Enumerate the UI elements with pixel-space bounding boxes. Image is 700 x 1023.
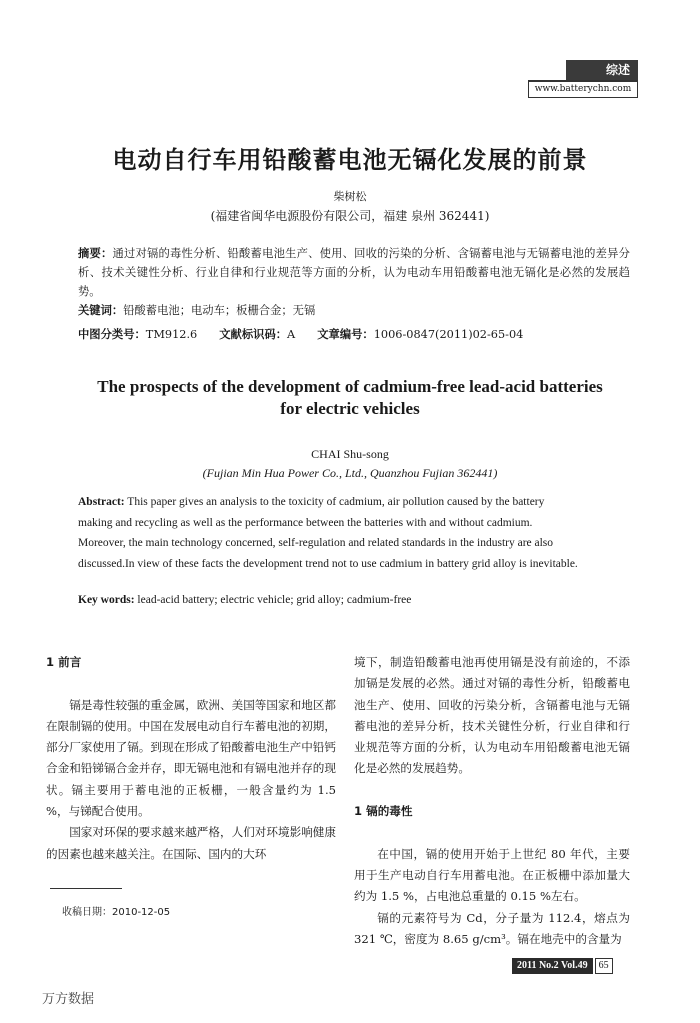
abstract-cn-text: 通过对镉的毒性分析、铅酸蓄电池生产、使用、回收的污染的分析、含镉蓄电池与无镉蓄电池的差异分析、技术关键性分析、行业自律和行业规范等方面的分析，认为电动车用铅酸蓄电池无镉化是必然的发展趋势。	[78, 247, 630, 298]
classification-line	[78, 326, 630, 342]
abstract-chinese	[78, 244, 630, 320]
article-no-label: 文章编号：	[317, 328, 374, 341]
abstract-en-text: This paper gives an analysis to the toxicity of cadmium, air pollution caused by the battery making and recycling as well as the performance between the batteries with and without cadmium. Moreover, the main technology concerned, self-regulation and related standards in the industry are also discussed.In view of these facts the development trend not to use cadmium in battery grid alloy is inevitable.	[78, 496, 578, 570]
section-heading-toxicity: 1 镉的毒性	[354, 804, 413, 819]
doc-code-value: A	[287, 328, 296, 341]
page-footer	[512, 958, 613, 974]
received-date: 收稿日期：2010-12-05	[62, 907, 171, 918]
abstract-en-label: Abstract:	[78, 496, 125, 508]
issue-label: 2011 No.2 Vol.49	[512, 958, 593, 974]
clc-value: TM912.6	[145, 328, 198, 341]
journal-header	[528, 60, 638, 98]
title-chinese: 电动自行车用铅酸蓄电池无镉化发展的前景	[112, 146, 588, 174]
author-chinese: 柴树松	[333, 190, 367, 203]
paragraph: 境下，制造铅酸蓄电池再使用镉是没有前途的，不添加镉是发展的必然。通过对镉的毒性分析，铅酸蓄电池生产、使用、回收的污染分析，含镉蓄电池与无镉蓄电池的差异分析，技术关键性分析，行业自律和行业规范等方面的分析，认为电动车用铅酸蓄电池无镉化是必然的发展趋势。	[354, 655, 630, 776]
abstract-cn-label: 摘要：	[78, 247, 113, 260]
page-number: 65	[595, 958, 613, 974]
paragraph: 镉是毒性较强的重金属，欧洲、美国等国家和地区都在限制镉的使用。中国在发展电动自行车蓄电池的初期，部分厂家使用了镉。到现在形成了铅酸蓄电池生产中铅钙合金和铅锑镉合金并存，即无镉电池和有镉电池并存的现状。镉主要用于蓄电池的正板栅，一般含量约为 1.5 %，与锑配合使用。	[46, 697, 336, 819]
keywords-en-text: lead-acid battery; electric vehicle; grid alloy; cadmium-free	[137, 594, 412, 606]
section-heading-intro: 1 前言	[46, 655, 82, 669]
title-en-line2: for electric vehicles	[280, 399, 420, 418]
journal-website[interactable]: www.batterychn.com	[528, 80, 638, 98]
affiliation-english: (Fujian Min Hua Power Co., Ltd., Quanzhou Fujian 362441)	[202, 466, 498, 480]
paragraph: 镉的元素符号为 Cd，分子量为 112.4，熔点为 321 ℃，密度为 8.65 g/cm³。镉在地壳中的含量为	[354, 910, 630, 946]
author-english: CHAI Shu-song	[311, 447, 389, 461]
keywords-cn-label: 关键词：	[78, 304, 124, 317]
body-column-right	[354, 652, 630, 950]
abstract-english	[78, 492, 578, 574]
paragraph: 国家对环保的要求越来越严格，人们对环境影响健康的因素也越来越关注。在国际、国内的大环	[46, 825, 336, 861]
section-tag: 综述	[566, 60, 638, 80]
keywords-en-label: Key words:	[78, 594, 135, 606]
footnote-divider	[50, 888, 122, 889]
body-column-left	[46, 652, 336, 865]
affiliation-chinese: (福建省闽华电源股份有限公司，福建 泉州 362441)	[210, 209, 490, 223]
watermark: 万方数据	[42, 992, 95, 1007]
title-english	[0, 376, 700, 420]
paragraph: 在中国，镉的使用开始于上世纪 80 年代，主要用于生产电动自行车用蓄电池。在正板栅中添加量大约为 1.5 %，占电池总重量的 0.15 %左右。	[354, 846, 630, 904]
doc-code-label: 文献标识码：	[219, 328, 288, 341]
clc-label: 中图分类号：	[78, 328, 146, 341]
article-no-value: 1006-0847(2011)02-65-04	[373, 328, 524, 341]
keywords-english	[78, 594, 630, 606]
title-en-line1: The prospects of the development of cadmium-free lead-acid batteries	[97, 377, 603, 396]
keywords-cn-text: 铅酸蓄电池；电动车；板栅合金；无镉	[123, 304, 316, 317]
